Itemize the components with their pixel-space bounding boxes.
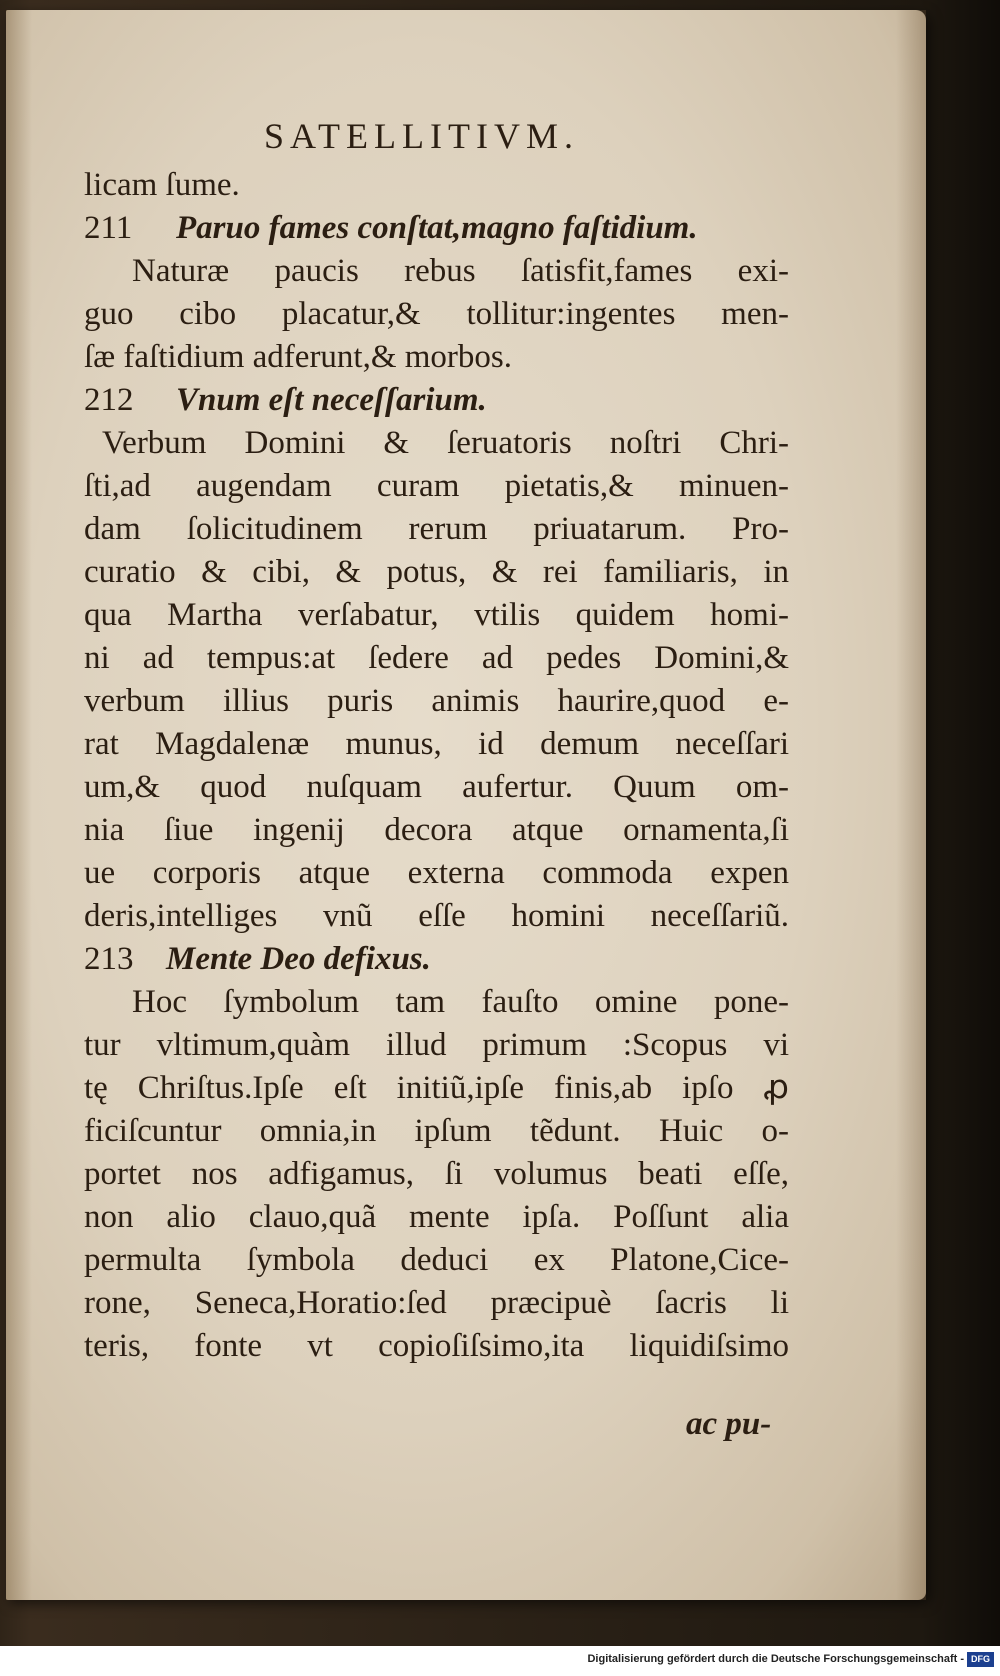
text-line: tę Chriſtus.Ipſe eſt initiũ,ipſe finis,ab ipſo ꝓ — [84, 1070, 789, 1106]
text-line: ni ad tempus:at ſedere ad pedes Domini,& — [84, 640, 789, 676]
text-line: portet nos adfigamus, ſi volumus beati eſſe, — [84, 1156, 789, 1192]
entry-motto: Vnum eſt neceſſarium. — [176, 382, 487, 418]
text-line: Verbum Domini & ſeruatoris noſtri Chri- — [102, 425, 789, 461]
entry-motto: Paruo fames conſtat,magno faſtidium. — [176, 210, 698, 246]
text-line: qua Martha verſabatur, vtilis quidem homi- — [84, 597, 789, 633]
entry-number: 212 — [84, 382, 134, 418]
text-line: non alio clauo,quã mente ipſa. Poſſunt alia — [84, 1199, 789, 1235]
text-line: dam ſolicitudinem rerum priuatarum. Pro- — [84, 511, 789, 547]
text-line: nia ſiue ingenij decora atque ornamenta,ſi — [84, 812, 789, 848]
text-line: um,& quod nuſquam aufertur. Quum om- — [84, 769, 789, 805]
text-line: ue corporis atque externa commoda expen — [84, 855, 789, 891]
text-line: ſti,ad augendam curam pietatis,& minuen- — [84, 468, 789, 504]
text-line: curatio & cibi, & potus, & rei familiaris, in — [84, 554, 789, 590]
book-page — [6, 10, 926, 1600]
dfg-logo-icon: DFG — [967, 1652, 994, 1667]
entry-motto: Mente Deo defixus. — [166, 941, 431, 977]
text-line: rone, Seneca,Horatio:ſed præcipuè ſacris li — [84, 1285, 789, 1321]
running-head: SATELLITIVM. — [264, 116, 579, 156]
text-line: deris,intelliges vnũ eſſe homini neceſſariũ. — [84, 898, 789, 934]
text-line: guo cibo placatur,& tollitur:ingentes men- — [84, 296, 789, 332]
catchword: ac pu- — [686, 1406, 772, 1442]
text-line: tur vltimum,quàm illud primum :Scopus vi — [84, 1027, 789, 1063]
entry-number: 211 — [84, 210, 133, 246]
text-block — [84, 164, 789, 1368]
text-line: teris, fonte vt copioſiſsimo,ita liquidiſsimo — [84, 1328, 789, 1364]
entry-heading-211 — [84, 207, 789, 250]
digitization-footer — [0, 1646, 1000, 1676]
text-line: verbum illius puris animis haurire,quod e- — [84, 683, 789, 719]
text-line: rat Magdalenæ munus, id demum neceſſari — [84, 726, 789, 762]
text-line: Naturæ paucis rebus ſatisfit,fames exi- — [132, 253, 789, 289]
entry-number: 213 — [84, 941, 134, 977]
text-line: ficiſcuntur omnia,in ipſum tẽdunt. Huic o- — [84, 1113, 789, 1149]
footer-credit: Digitalisierung gefördert durch die Deutsche Forschungsgemeinschaft - — [587, 1653, 964, 1665]
entry-heading-212 — [84, 379, 789, 422]
text-line: ſæ faſtidium adferunt,& morbos. — [84, 339, 513, 375]
text-line: permulta ſymbola deduci ex Platone,Cice- — [84, 1242, 789, 1278]
entry-heading-213 — [84, 938, 789, 981]
text-line: licam ſume. — [84, 167, 240, 203]
text-line: Hoc ſymbolum tam fauſto omine pone- — [132, 984, 789, 1020]
